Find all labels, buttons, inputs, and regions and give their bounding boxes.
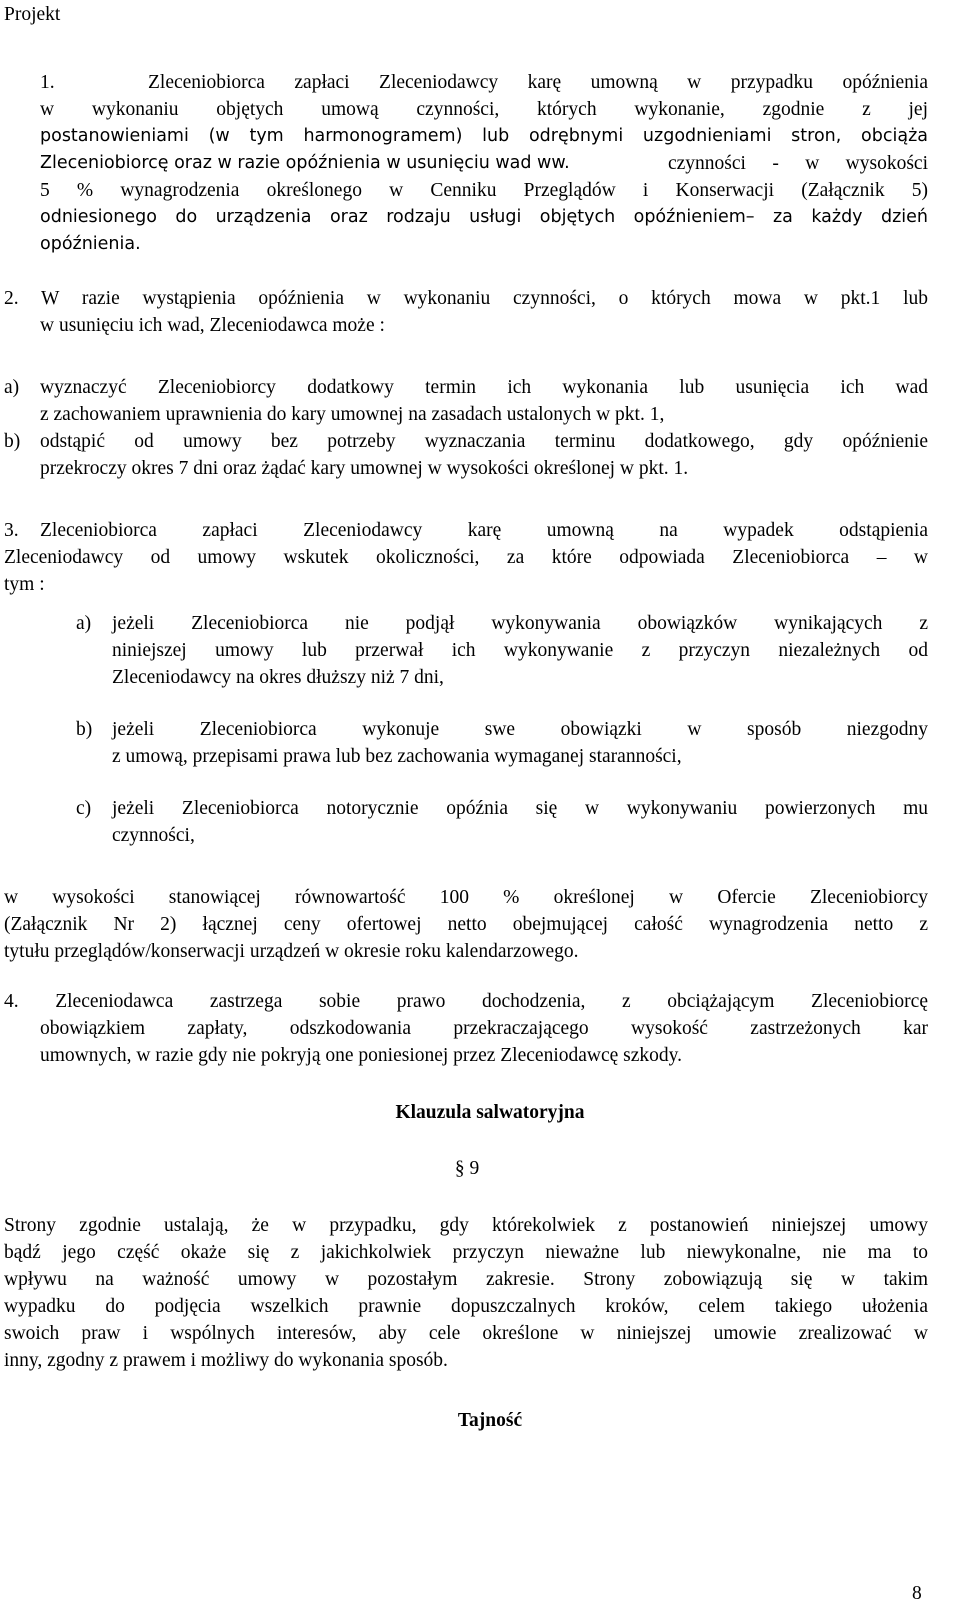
paragraph-1-line: postanowieniami (w tym harmonogramem) lub odrębnymi uzgodnieniami stron, obciąża: [40, 126, 928, 146]
paragraph-3-closing-line: tytułu przeglądów/konserwacji urządzeń w okresie roku kalendarzowego.: [4, 941, 579, 962]
paragraph-3-line: tym :: [4, 574, 45, 595]
paragraph-2-line: 2. W razie wystąpienia opóźnienia w wykonaniu czynności, o których mowa w pkt.1 lub: [4, 288, 928, 309]
list-item-label: a): [4, 377, 20, 398]
project-label: Projekt: [4, 4, 61, 25]
paragraph-1-number: 1.: [40, 72, 55, 93]
paragraph-3-closing-line: (Załącznik Nr 2) łącznej ceny ofertowej netto obejmującej całość wynagrodzenia netto z: [4, 914, 928, 935]
section-title-tajnosc: Tajność: [457, 1410, 523, 1431]
paragraph-4-line: umownych, w razie gdy nie pokryją one poniesionej przez Zleceniodawcę szkody.: [40, 1045, 683, 1066]
paragraph-1-line: opóźnienia.: [40, 234, 141, 254]
list-item-line: jeżeli Zleceniobiorca nie podjął wykonywania obowiązków wynikających z: [112, 613, 928, 634]
paragraph-2-line: w usunięciu ich wad, Zleceniodawca może :: [40, 315, 385, 336]
list-item-line: jeżeli Zleceniobiorca wykonuje swe obowiązki w sposób niezgodny: [112, 719, 928, 740]
list-item-line: Zleceniodawcy na okres dłuższy niż 7 dni,: [112, 667, 444, 688]
paragraph-3-closing-line: w wysokości stanowiącej równowartość 100 % określonej w Ofercie Zleceniobiorcy: [4, 887, 928, 908]
paragraph-1-line: w wykonaniu objętych umową czynności, których wykonanie, zgodnie z jej: [40, 99, 928, 120]
section-title-salwatoryjna: Klauzula salwatoryjna: [395, 1102, 585, 1123]
list-item-label: c): [76, 798, 92, 819]
paragraph-1-line: odniesionego do urządzenia oraz rodzaju usługi objętych opóźnieniem– za każdy dzień: [40, 207, 928, 227]
paragraph-3-line: Zleceniobiorca zapłaci Zleceniodawcy karę umowną na wypadek odstąpienia: [40, 520, 928, 541]
list-item-line: niniejszej umowy lub przerwał ich wykonywanie z przyczyn niezależnych od: [112, 640, 928, 661]
paragraph-1-line: 5 % wynagrodzenia określonego w Cenniku Przeglądów i Konserwacji (Załącznik 5): [40, 180, 928, 201]
list-item-line: wyznaczyć Zleceniobiorcy dodatkowy termin ich wykonania lub usunięcia ich wad: [40, 377, 928, 398]
list-item-line: czynności,: [112, 825, 195, 846]
list-item-label: b): [4, 431, 21, 452]
list-item-label: a): [76, 613, 92, 634]
salwatoryjna-line: wpływu na ważność umowy w pozostałym zakresie. Strony zobowiązują się w takim: [4, 1269, 928, 1290]
salwatoryjna-line: bądź jego część okaże się z jakichkolwiek przyczyn nieważne lub niewykonalne, nie ma to: [4, 1242, 928, 1263]
paragraph-1-line: Zleceniobiorca zapłaci Zleceniodawcy karę umowną w przypadku opóźnienia: [148, 72, 928, 93]
salwatoryjna-line: Strony zgodnie ustalają, że w przypadku, gdy którekolwiek z postanowień niniejszej umowy: [4, 1215, 928, 1236]
list-item-line: odstąpić od umowy bez potrzeby wyznaczania terminu dodatkowego, gdy opóźnienie: [40, 431, 928, 452]
list-item-label: b): [76, 719, 93, 740]
list-item-line: przekroczy okres 7 dni oraz żądać kary umownej w wysokości określonej w pkt. 1.: [40, 458, 689, 479]
paragraph-mark: § 9: [454, 1158, 480, 1179]
paragraph-4-line: obowiązkiem zapłaty, odszkodowania przekraczającego wysokość zastrzeżonych kar: [40, 1018, 928, 1039]
list-item-line: z zachowaniem uprawnienia do kary umownej na zasadach ustalonych w pkt. 1,: [40, 404, 665, 425]
salwatoryjna-line: swoich praw i wspólnych interesów, aby cele określone w niniejszej umowie zrealizować w: [4, 1323, 928, 1344]
paragraph-4-line: 4. Zleceniodawca zastrzega sobie prawo dochodzenia, z obciążającym Zleceniobiorcę: [4, 991, 928, 1012]
salwatoryjna-line: inny, zgodny z prawem i możliwy do wykonania sposób.: [4, 1350, 448, 1371]
paragraph-1-line: Zleceniobiorcę oraz w razie opóźnienia w usunięciu wad ww.: [40, 153, 570, 173]
paragraph-1-line: czynności - w wysokości: [668, 153, 928, 174]
list-item-line: z umową, przepisami prawa lub bez zachowania wymaganej staranności,: [112, 746, 682, 767]
list-item-line: jeżeli Zleceniobiorca notorycznie opóźnia się w wykonywaniu powierzonych mu: [112, 798, 928, 819]
paragraph-3-number: 3.: [4, 520, 19, 541]
salwatoryjna-line: wypadku do podjęcia wszelkich prawnie dopuszczalnych kroków, celem takiego ułożenia: [4, 1296, 928, 1317]
page-number: 8: [912, 1583, 922, 1604]
paragraph-3-line: Zleceniodawcy od umowy wskutek okoliczności, za które odpowiada Zleceniobiorca – w: [4, 547, 928, 568]
